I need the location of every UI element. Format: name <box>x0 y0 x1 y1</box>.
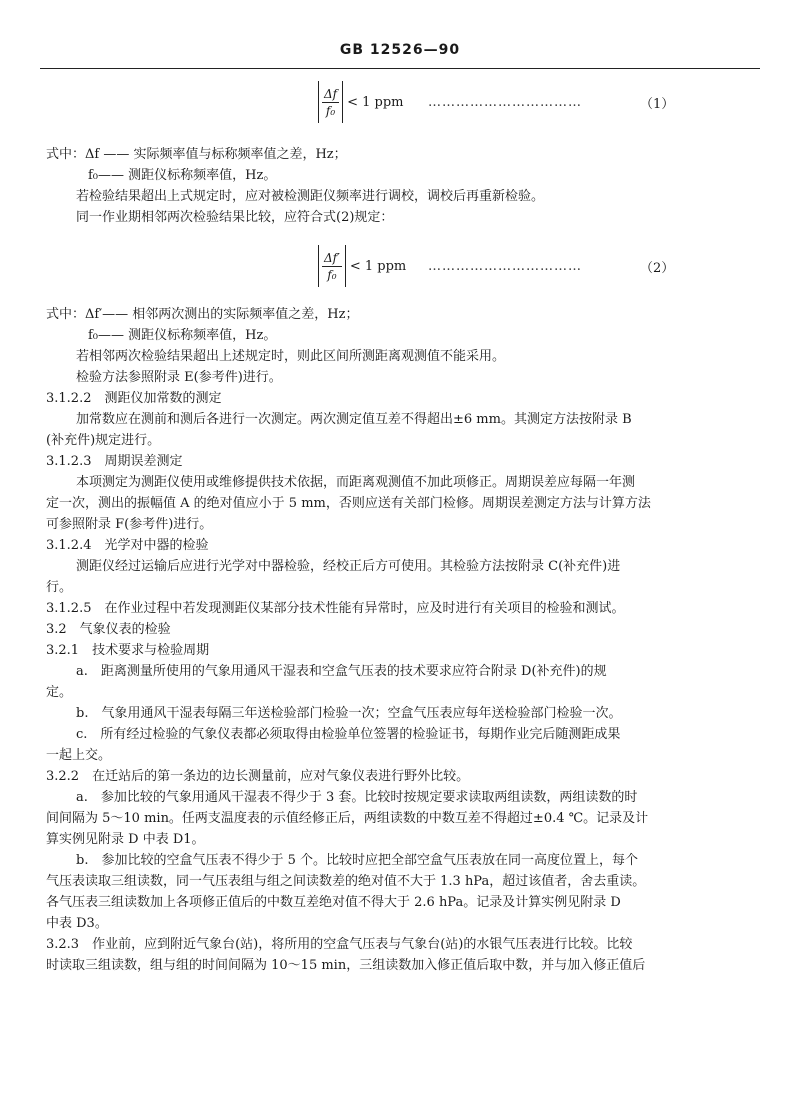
text-line: 定。 <box>46 685 73 700</box>
formula-1-relation: < 1 ppm <box>347 94 404 110</box>
formula-2-number: （2） <box>640 260 675 276</box>
formula-2-numerator: Δf′ <box>324 250 340 265</box>
text-line: 算实例见附录 D 中表 D1。 <box>46 832 205 847</box>
formula-2-denominator: f₀ <box>327 267 337 282</box>
text-line: 测距仪经过运输后应进行光学对中器检验，经校正后方可使用。其检验方法按附录 C(补充件)进 <box>76 559 621 574</box>
section-heading: 3.1.2.3 周期误差测定 <box>46 454 183 469</box>
section-heading: 3.1.2.2 测距仪加常数的测定 <box>46 391 222 406</box>
text-line: 同一作业期相邻两次检验结果比较，应符合式(2)规定： <box>76 210 394 225</box>
text-line: 间间隔为 5～10 min。任两支温度表的示值经修正后，两组读数的中数互差不得超过±0.4 ℃。记录及计 <box>46 811 649 826</box>
text-line: a. 参加比较的气象用通风干湿表不得少于 3 套。比较时按规定要求读取两组读数，两组读数的时 <box>76 790 638 805</box>
text-line: a. 距离测量所使用的气象用通风干湿表和空盒气压表的技术要求应符合附录 D(补充件)的规 <box>76 664 607 679</box>
formula-2-leader: …………………………… <box>428 258 582 274</box>
formula-1-number: （1） <box>640 96 675 112</box>
text-line: 本项测定为测距仪使用或维修提供技术依据，而距离观测值不加此项修正。周期误差应每隔一年测 <box>76 475 636 490</box>
formula-1-leader: …………………………… <box>428 94 582 110</box>
text-line: 若检验结果超出上式规定时，应对被检测距仪频率进行调校，调校后再重新检验。 <box>76 189 545 204</box>
text-line: 式中：Δf —— 实际频率值与标称频率值之差，Hz； <box>46 147 347 162</box>
text-line: 定一次，测出的振幅值 A 的绝对值应小于 5 mm，否则应送有关部门检修。周期误差测定方法与计算方法 <box>46 496 651 511</box>
formula-2 <box>318 244 680 288</box>
formula-2-abs <box>318 245 346 287</box>
text-line: 加常数应在测前和测后各进行一次测定。两次测定值互差不得超出±6 mm。其测定方法按附录 B <box>76 412 632 427</box>
text-line: 气压表读取三组读数，同一气压表组与组之间读数差的绝对值不大于 1.3 hPa，超过该值者，舍去重读。 <box>46 874 646 889</box>
text-line: 可参照附录 F(参考件)进行。 <box>46 517 213 532</box>
text-line: f₀—— 测距仪标称频率值，Hz。 <box>88 168 277 183</box>
formula-1 <box>318 80 680 124</box>
section-heading: 3.2.1 技术要求与检验周期 <box>46 643 210 658</box>
text-line: 一起上交。 <box>46 748 112 763</box>
section-heading: 3.2 气象仪表的检验 <box>46 622 171 637</box>
section-heading: 3.1.2.5 在作业过程中若发现测距仪某部分技术性能有异常时，应及时进行有关项目的检验和测试。 <box>46 601 625 616</box>
formula-1-numerator: Δf <box>324 86 338 101</box>
text-line: 若相邻两次检验结果超出上述规定时，则此区间所测距离观测值不能采用。 <box>76 349 506 364</box>
section-heading: 3.1.2.4 光学对中器的检验 <box>46 538 209 553</box>
header-rule <box>40 68 760 69</box>
section-heading: 3.2.3 作业前，应到附近气象台(站)，将所用的空盒气压表与气象台(站)的水银气压表进行比较。比较 <box>46 937 633 952</box>
formula-1-abs <box>318 81 343 123</box>
text-line: f₀—— 测距仪标称频率值，Hz。 <box>88 328 277 343</box>
text-line: b. 气象用通风干湿表每隔三年送检验部门检验一次；空盒气压表应每年送检验部门检验一次。 <box>76 706 622 721</box>
text-line: 时读取三组读数，组与组的时间间隔为 10～15 min，三组读数加入修正值后取中数，并与加入修正值后 <box>46 958 646 973</box>
formula-2-relation: < 1 ppm <box>349 258 407 274</box>
text-line: (补充件)规定进行。 <box>46 433 161 448</box>
text-line: 行。 <box>46 580 73 595</box>
standard-number-header: GB 12526—90 <box>339 42 461 58</box>
text-line: 各气压表三组读数加上各项修正值后的中数互差绝对值不得大于 2.6 hPa。记录及计算实例见附录 D <box>46 895 621 910</box>
section-heading: 3.2.2 在迁站后的第一条边的边长测量前，应对气象仪表进行野外比较。 <box>46 769 470 784</box>
text-line: 式中：Δf′—— 相邻两次测出的实际频率值之差，Hz； <box>46 307 359 322</box>
text-line: c. 所有经过检验的气象仪表都必须取得由检验单位签署的检验证书，每期作业完后随测距成果 <box>76 727 621 742</box>
formula-1-denominator: f₀ <box>325 103 336 118</box>
text-line: 检验方法参照附录 E(参考件)进行。 <box>76 370 282 385</box>
text-line: 中表 D3。 <box>46 916 108 931</box>
text-line: b. 参加比较的空盒气压表不得少于 5 个。比较时应把全部空盒气压表放在同一高度位置上，每个 <box>76 853 638 868</box>
